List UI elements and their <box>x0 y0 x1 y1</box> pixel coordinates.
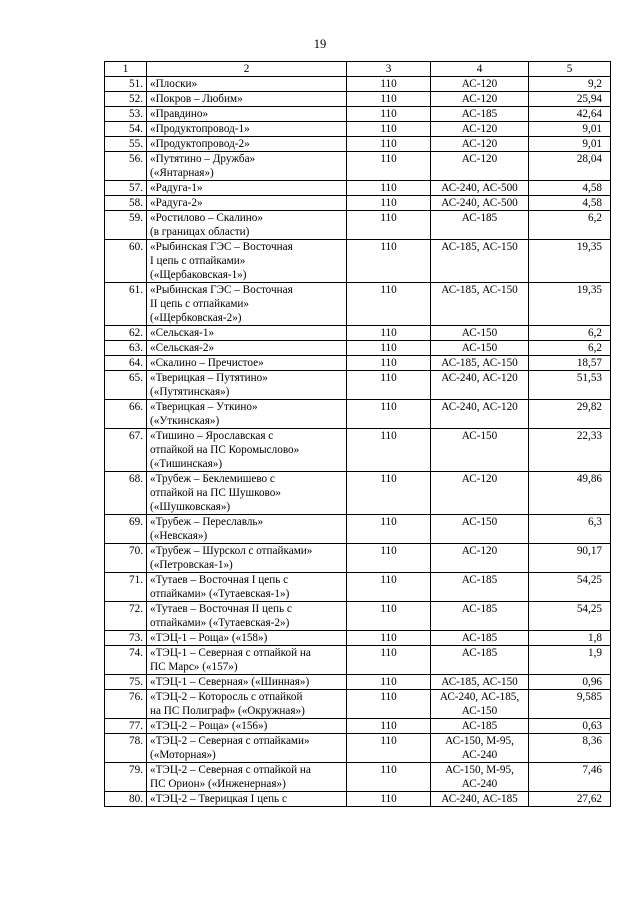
row-number-cell: 60. <box>105 240 147 283</box>
line-name-cell <box>147 544 347 573</box>
line-name-cell <box>147 356 347 371</box>
table-row <box>105 675 611 690</box>
table-row <box>105 371 611 400</box>
row-number-cell: 58. <box>105 196 147 211</box>
line-name-line: «Трубеж – Беклемишево с <box>150 473 275 485</box>
row-number-cell: 73. <box>105 631 147 646</box>
wire-type-cell <box>431 515 529 544</box>
line-name-line: «ТЭЦ-2 – Северная с отпайками» <box>150 735 310 747</box>
table-row <box>105 211 611 240</box>
voltage-cell: 110 <box>347 734 431 763</box>
line-name-line: ПС Орион» («Инженерная») <box>150 778 286 790</box>
voltage-cell: 110 <box>347 77 431 92</box>
line-name-cell <box>147 211 347 240</box>
wire-type-cell <box>431 152 529 181</box>
wire-type-line: АС-185 <box>461 212 498 224</box>
line-name-line: «ТЭЦ-2 – Которосль с отпайкой <box>150 691 303 703</box>
row-number-cell: 75. <box>105 675 147 690</box>
wire-type-line: АС-150 <box>461 342 498 354</box>
wire-type-cell <box>431 137 529 152</box>
line-name-cell <box>147 429 347 472</box>
line-name-line: («Янтарная») <box>150 167 214 179</box>
line-name-line: отпайкой на ПС Коромыслово» <box>150 444 300 456</box>
wire-type-cell <box>431 196 529 211</box>
line-name-cell <box>147 137 347 152</box>
length-cell: 28,04 <box>529 152 611 181</box>
line-name-line: «Сельская-1» <box>150 327 215 339</box>
wire-type-cell <box>431 472 529 515</box>
length-cell: 0,96 <box>529 675 611 690</box>
voltage-cell: 110 <box>347 107 431 122</box>
length-cell: 4,58 <box>529 196 611 211</box>
length-cell: 8,36 <box>529 734 611 763</box>
table-row <box>105 107 611 122</box>
row-number-cell: 69. <box>105 515 147 544</box>
line-name-line: «Тутаев – Восточная II цепь с <box>150 603 292 615</box>
length-cell: 51,53 <box>529 371 611 400</box>
row-number-cell: 61. <box>105 283 147 326</box>
line-name-line: («Щербаковская-1») <box>150 269 247 281</box>
header-cell-5: 5 <box>529 62 611 77</box>
wire-type-cell <box>431 602 529 631</box>
length-cell: 25,94 <box>529 92 611 107</box>
line-name-line: «ТЭЦ-1 – Северная с отпайкой на <box>150 647 311 659</box>
wire-type-cell <box>431 573 529 602</box>
line-name-line: («Путятинская») <box>150 386 230 398</box>
row-number-cell: 53. <box>105 107 147 122</box>
table-row <box>105 472 611 515</box>
voltage-cell: 110 <box>347 631 431 646</box>
length-cell: 90,17 <box>529 544 611 573</box>
line-name-line: ПС Марс» («157») <box>150 661 238 673</box>
wire-type-line: АС-240 <box>461 749 498 761</box>
line-name-line: «Скалино – Пречистое» <box>150 357 264 369</box>
line-name-line: («Невская») <box>150 530 208 542</box>
length-cell: 9,01 <box>529 122 611 137</box>
length-cell: 1,9 <box>529 646 611 675</box>
table-row <box>105 515 611 544</box>
table-row <box>105 573 611 602</box>
row-number-cell: 67. <box>105 429 147 472</box>
wire-type-line: АС-185, АС-150 <box>441 357 518 369</box>
wire-type-line: АС-150, М-95, <box>445 764 514 776</box>
voltage-cell: 110 <box>347 371 431 400</box>
line-name-line: отпайками» («Тутаевская-1») <box>150 588 290 600</box>
table-row <box>105 763 611 792</box>
table-row <box>105 240 611 283</box>
wire-type-line: АС-185 <box>461 108 498 120</box>
table-row <box>105 181 611 196</box>
line-name-cell <box>147 371 347 400</box>
wire-type-line: АС-185 <box>461 720 498 732</box>
table-row <box>105 196 611 211</box>
length-cell: 6,3 <box>529 515 611 544</box>
row-number-cell: 80. <box>105 792 147 807</box>
wire-type-line: АС-185, АС-150 <box>441 284 518 296</box>
wire-type-line: АС-150 <box>461 516 498 528</box>
line-name-cell <box>147 240 347 283</box>
length-cell: 19,35 <box>529 240 611 283</box>
length-cell: 19,35 <box>529 283 611 326</box>
length-cell: 42,64 <box>529 107 611 122</box>
line-name-cell <box>147 631 347 646</box>
wire-type-cell <box>431 646 529 675</box>
wire-type-line: АС-240, АС-120 <box>441 401 518 413</box>
wire-type-line: АС-240, АС-185, <box>439 691 520 703</box>
wire-type-cell <box>431 429 529 472</box>
line-name-line: («Шушковская») <box>150 501 231 513</box>
wire-type-cell <box>431 675 529 690</box>
wire-type-line: АС-120 <box>461 123 498 135</box>
table-row <box>105 602 611 631</box>
row-number-cell: 76. <box>105 690 147 719</box>
row-number-cell: 57. <box>105 181 147 196</box>
row-number-cell: 71. <box>105 573 147 602</box>
voltage-cell: 110 <box>347 122 431 137</box>
wire-type-line: АС-185, АС-150 <box>441 241 518 253</box>
voltage-cell: 110 <box>347 675 431 690</box>
row-number-cell: 62. <box>105 326 147 341</box>
line-name-line: «Плоски» <box>150 78 198 90</box>
length-cell: 54,25 <box>529 573 611 602</box>
row-number-cell: 72. <box>105 602 147 631</box>
length-cell: 4,58 <box>529 181 611 196</box>
line-name-line: «Тверицкая – Путятино» <box>150 372 268 384</box>
length-cell: 49,86 <box>529 472 611 515</box>
wire-type-cell <box>431 792 529 807</box>
row-number-cell: 65. <box>105 371 147 400</box>
line-name-line: отпайками» («Тутаевская-2») <box>150 617 290 629</box>
wire-type-cell <box>431 734 529 763</box>
length-cell: 54,25 <box>529 602 611 631</box>
line-name-cell <box>147 283 347 326</box>
wire-type-line: АС-120 <box>461 545 498 557</box>
length-cell: 7,46 <box>529 763 611 792</box>
line-name-line: «ТЭЦ-1 – Роща» («158») <box>150 632 268 644</box>
wire-type-line: АС-185 <box>461 647 498 659</box>
table-row <box>105 792 611 807</box>
wire-type-cell <box>431 283 529 326</box>
table-row <box>105 92 611 107</box>
line-name-cell <box>147 719 347 734</box>
voltage-cell: 110 <box>347 573 431 602</box>
line-name-line: (в границах области) <box>150 226 250 238</box>
wire-type-line: АС-240, АС-500 <box>441 182 518 194</box>
line-name-line: «Трубеж – Шурскол с отпайками» <box>150 545 313 557</box>
voltage-cell: 110 <box>347 429 431 472</box>
table-row <box>105 429 611 472</box>
wire-type-cell <box>431 400 529 429</box>
line-name-cell <box>147 573 347 602</box>
voltage-cell: 110 <box>347 400 431 429</box>
table-row <box>105 690 611 719</box>
line-name-cell <box>147 690 347 719</box>
length-cell: 6,2 <box>529 341 611 356</box>
line-name-line: «Тутаев – Восточная I цепь с <box>150 574 289 586</box>
voltage-cell: 110 <box>347 211 431 240</box>
table-row <box>105 152 611 181</box>
wire-type-line: АС-120 <box>461 93 498 105</box>
length-cell: 0,63 <box>529 719 611 734</box>
voltage-cell: 110 <box>347 240 431 283</box>
line-name-cell <box>147 122 347 137</box>
wire-type-line: АС-240, АС-185 <box>441 793 518 805</box>
wire-type-cell <box>431 544 529 573</box>
length-cell: 6,2 <box>529 326 611 341</box>
table-row <box>105 283 611 326</box>
header-cell-2: 2 <box>147 62 347 77</box>
line-name-line: «Рыбинская ГЭС – Восточная <box>150 284 293 296</box>
voltage-cell: 110 <box>347 356 431 371</box>
wire-type-line: АС-150 <box>461 705 498 717</box>
table-row <box>105 734 611 763</box>
voltage-cell: 110 <box>347 92 431 107</box>
line-name-line: «Ростилово – Скалино» <box>150 212 263 224</box>
line-name-line: «Тишино – Ярославская с <box>150 430 274 442</box>
row-number-cell: 78. <box>105 734 147 763</box>
row-number-cell: 55. <box>105 137 147 152</box>
row-number-cell: 79. <box>105 763 147 792</box>
line-name-cell <box>147 675 347 690</box>
line-name-line: («Тишинская») <box>150 458 223 470</box>
row-number-cell: 77. <box>105 719 147 734</box>
voltage-cell: 110 <box>347 283 431 326</box>
line-name-cell <box>147 602 347 631</box>
line-name-cell <box>147 400 347 429</box>
voltage-cell: 110 <box>347 472 431 515</box>
line-name-cell <box>147 152 347 181</box>
line-name-cell <box>147 326 347 341</box>
line-name-line: «Радуга-1» <box>150 182 203 194</box>
table-row <box>105 356 611 371</box>
wire-type-cell <box>431 181 529 196</box>
wire-type-cell <box>431 719 529 734</box>
line-name-line: «ТЭЦ-2 – Северная с отпайкой на <box>150 764 311 776</box>
line-name-cell <box>147 792 347 807</box>
table-row <box>105 341 611 356</box>
length-cell: 18,57 <box>529 356 611 371</box>
header-cell-1: 1 <box>105 62 147 77</box>
table-row <box>105 122 611 137</box>
line-name-cell <box>147 181 347 196</box>
table-row <box>105 646 611 675</box>
row-number-cell: 68. <box>105 472 147 515</box>
line-name-cell <box>147 196 347 211</box>
table-row <box>105 137 611 152</box>
row-number-cell: 59. <box>105 211 147 240</box>
wire-type-line: АС-120 <box>461 138 498 150</box>
row-number-cell: 56. <box>105 152 147 181</box>
header-cell-3: 3 <box>347 62 431 77</box>
length-cell: 9,01 <box>529 137 611 152</box>
table-row <box>105 631 611 646</box>
line-name-line: «Путятино – Дружба» <box>150 153 256 165</box>
table-row <box>105 719 611 734</box>
wire-type-cell <box>431 122 529 137</box>
line-name-cell <box>147 734 347 763</box>
length-cell: 1,8 <box>529 631 611 646</box>
voltage-cell: 110 <box>347 763 431 792</box>
wire-type-line: АС-185 <box>461 603 498 615</box>
voltage-cell: 110 <box>347 196 431 211</box>
length-cell: 29,82 <box>529 400 611 429</box>
line-name-line: «Сельская-2» <box>150 342 215 354</box>
wire-type-line: АС-185 <box>461 632 498 644</box>
line-name-line: «Тверицкая – Уткино» <box>150 401 258 413</box>
header-cell-4: 4 <box>431 62 529 77</box>
line-name-cell <box>147 472 347 515</box>
wire-type-line: АС-185 <box>461 574 498 586</box>
wire-type-cell <box>431 326 529 341</box>
voltage-cell: 110 <box>347 326 431 341</box>
wire-type-cell <box>431 77 529 92</box>
voltage-cell: 110 <box>347 544 431 573</box>
table-row <box>105 544 611 573</box>
line-name-line: («Петровская-1») <box>150 559 233 571</box>
wire-type-line: АС-150 <box>461 430 498 442</box>
voltage-cell: 110 <box>347 690 431 719</box>
wire-type-line: АС-120 <box>461 153 498 165</box>
line-name-line: «ТЭЦ-2 – Роща» («156») <box>150 720 268 732</box>
voltage-cell: 110 <box>347 341 431 356</box>
table-row <box>105 400 611 429</box>
wire-type-cell <box>431 356 529 371</box>
length-cell: 9,585 <box>529 690 611 719</box>
wire-type-cell <box>431 690 529 719</box>
line-name-line: «Продуктопровод-1» <box>150 123 250 135</box>
wire-type-line: АС-120 <box>461 473 498 485</box>
voltage-cell: 110 <box>347 137 431 152</box>
wire-type-line: АС-240, АС-120 <box>441 372 518 384</box>
line-name-line: «Радуга-2» <box>150 197 203 209</box>
table-header-row <box>105 62 611 77</box>
line-name-line: («Уткинская») <box>150 415 220 427</box>
wire-type-cell <box>431 341 529 356</box>
line-name-line: на ПС Полиграф» («Окружная») <box>150 705 305 717</box>
line-name-line: «Продуктопровод-2» <box>150 138 250 150</box>
voltage-cell: 110 <box>347 515 431 544</box>
line-name-line: I цепь с отпайками» <box>150 255 246 267</box>
row-number-cell: 52. <box>105 92 147 107</box>
table-row <box>105 77 611 92</box>
voltage-cell: 110 <box>347 181 431 196</box>
line-name-line: «Правдино» <box>150 108 209 120</box>
voltage-cell: 110 <box>347 719 431 734</box>
line-name-cell <box>147 77 347 92</box>
wire-type-cell <box>431 763 529 792</box>
wire-type-cell <box>431 240 529 283</box>
wire-type-line: АС-240 <box>461 778 498 790</box>
row-number-cell: 63. <box>105 341 147 356</box>
line-name-line: «Покров – Любим» <box>150 93 243 105</box>
line-name-line: «Трубеж – Переславль» <box>150 516 264 528</box>
wire-type-cell <box>431 631 529 646</box>
line-name-line: «Рыбинская ГЭС – Восточная <box>150 241 293 253</box>
wire-type-cell <box>431 92 529 107</box>
row-number-cell: 66. <box>105 400 147 429</box>
wire-type-cell <box>431 371 529 400</box>
wire-type-cell <box>431 107 529 122</box>
row-number-cell: 70. <box>105 544 147 573</box>
line-name-line: II цепь с отпайками» <box>150 298 250 310</box>
page-number: 19 <box>313 37 327 51</box>
line-name-cell <box>147 763 347 792</box>
line-name-line: отпайкой на ПС Шушково» <box>150 487 281 499</box>
line-name-cell <box>147 515 347 544</box>
length-cell: 22,33 <box>529 429 611 472</box>
length-cell: 27,62 <box>529 792 611 807</box>
line-name-line: («Щербковская-2») <box>150 312 242 324</box>
line-name-cell <box>147 92 347 107</box>
voltage-cell: 110 <box>347 152 431 181</box>
row-number-cell: 74. <box>105 646 147 675</box>
row-number-cell: 64. <box>105 356 147 371</box>
voltage-cell: 110 <box>347 602 431 631</box>
wire-type-line: АС-185, АС-150 <box>441 676 518 688</box>
voltage-cell: 110 <box>347 792 431 807</box>
wire-type-line: АС-150, М-95, <box>445 735 514 747</box>
row-number-cell: 51. <box>105 77 147 92</box>
wire-type-cell <box>431 211 529 240</box>
line-name-line: «ТЭЦ-1 – Северная» («Шинная») <box>150 676 310 688</box>
power-lines-table <box>104 61 611 807</box>
row-number-cell: 54. <box>105 122 147 137</box>
line-name-cell <box>147 341 347 356</box>
length-cell: 9,2 <box>529 77 611 92</box>
table-row <box>105 326 611 341</box>
wire-type-line: АС-240, АС-500 <box>441 197 518 209</box>
line-name-cell <box>147 646 347 675</box>
line-name-line: «ТЭЦ-2 – Тверицкая I цепь с <box>150 793 287 805</box>
length-cell: 6,2 <box>529 211 611 240</box>
wire-type-line: АС-150 <box>461 327 498 339</box>
line-name-cell <box>147 107 347 122</box>
voltage-cell: 110 <box>347 646 431 675</box>
line-name-line: («Моторная») <box>150 749 216 761</box>
wire-type-line: АС-120 <box>461 78 498 90</box>
